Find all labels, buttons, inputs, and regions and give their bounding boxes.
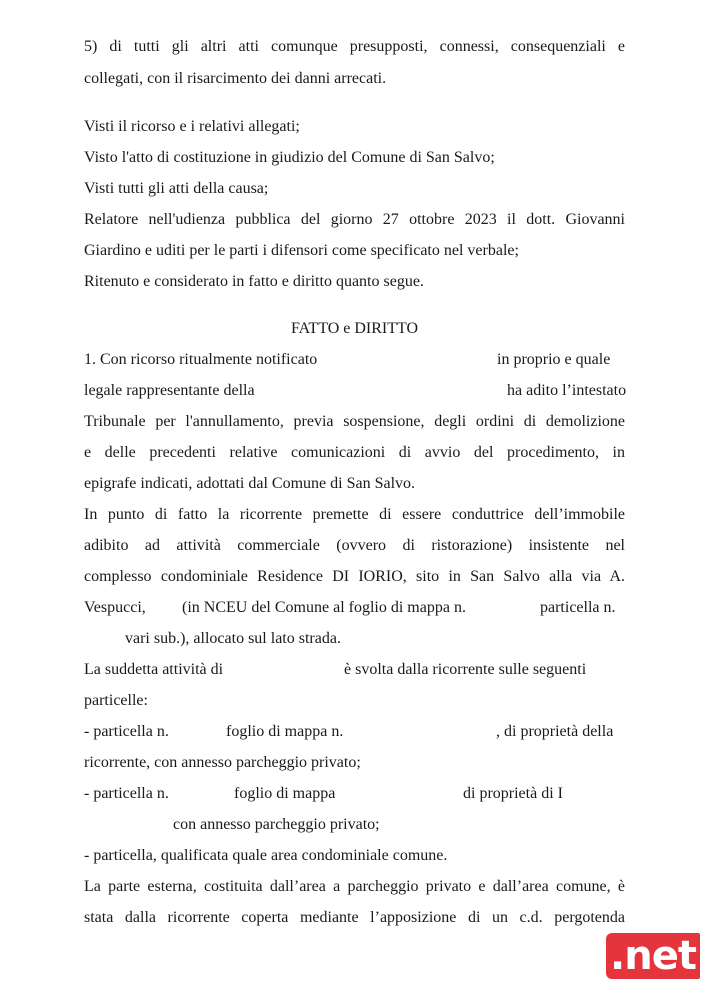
text-fragment: (in NCEU del Comune al foglio di mappa n. <box>182 599 466 616</box>
paragraph-line: La parte esterna, costituita dall’area a parcheggio privato e dall’area comune, è <box>84 878 625 895</box>
text-fragment: è svolta dalla ricorrente sulle seguenti <box>344 661 587 678</box>
text-fragment: - particella n. <box>84 723 169 740</box>
relatore-line: Giardino e uditi per le parti i difensori come specificato nel verbale; <box>84 242 519 259</box>
paragraph-line: stata dalla ricorrente coperta mediante l’apposizione di un c.d. pergotenda <box>84 909 625 926</box>
text-fragment: Vespucci, <box>84 599 146 616</box>
text-fragment: La suddetta attività di <box>84 661 224 678</box>
paragraph-line: collegati, con il risarcimento dei danni arrecati. <box>84 70 387 87</box>
paragraph-line: adibito ad attività commerciale (ovvero di ristorazione) insistente nel <box>84 537 625 554</box>
text-fragment: particella n. <box>540 599 616 616</box>
paragraph-line: In punto di fatto la ricorrente premette di essere conduttrice dell’immobile <box>84 506 625 523</box>
visti-line: Visto l'atto di costituzione in giudizio del Comune di San Salvo; <box>84 149 495 166</box>
text-fragment: legale rappresentante della <box>84 382 255 399</box>
paragraph-line: epigrafe indicati, adottati dal Comune di San Salvo. <box>84 475 416 492</box>
list-item-line: ricorrente, con annesso parcheggio privato; <box>84 754 361 771</box>
text-fragment: - particella n. <box>84 785 169 802</box>
paragraph-line: e delle precedenti relative comunicazioni di avvio del procedimento, in <box>84 444 625 461</box>
visti-line: Visti tutti gli atti della causa; <box>84 180 269 197</box>
visti-line: Visti il ricorso e i relativi allegati; <box>84 118 300 135</box>
text-fragment: con annesso parcheggio privato; <box>173 816 380 833</box>
text-fragment: foglio di mappa <box>234 785 336 802</box>
text-fragment: ha adito l’intestato <box>507 382 627 399</box>
paragraph-line: complesso condominiale Residence DI IORIO, sito in San Salvo alla via A. <box>84 568 625 585</box>
text-fragment: in proprio e quale <box>497 351 611 368</box>
watermark-text: .net <box>610 933 696 979</box>
relatore-line: Relatore nell'udienza pubblica del giorno 27 ottobre 2023 il dott. Giovanni <box>84 211 625 228</box>
site-watermark-logo <box>606 933 700 979</box>
paragraph-line: particelle: <box>84 692 148 709</box>
ritenuto-line: Ritenuto e considerato in fatto e diritto quanto segue. <box>84 273 424 290</box>
paragraph-line: Tribunale per l'annullamento, previa sospensione, degli ordini di demolizione <box>84 413 625 430</box>
list-item-line: - particella, qualificata quale area condominiale comune. <box>84 847 448 864</box>
section-heading: FATTO e DIRITTO <box>290 320 419 337</box>
paragraph-line: 5) di tutti gli altri atti comunque presupposti, connessi, consequenziali e <box>84 38 625 55</box>
text-fragment: di proprietà di I <box>463 785 563 802</box>
text-fragment: 1. Con ricorso ritualmente notificato <box>84 351 318 368</box>
text-fragment: vari sub.), allocato sul lato strada. <box>125 630 341 647</box>
text-fragment: foglio di mappa n. <box>226 723 344 740</box>
text-fragment: , di proprietà della <box>496 723 614 740</box>
